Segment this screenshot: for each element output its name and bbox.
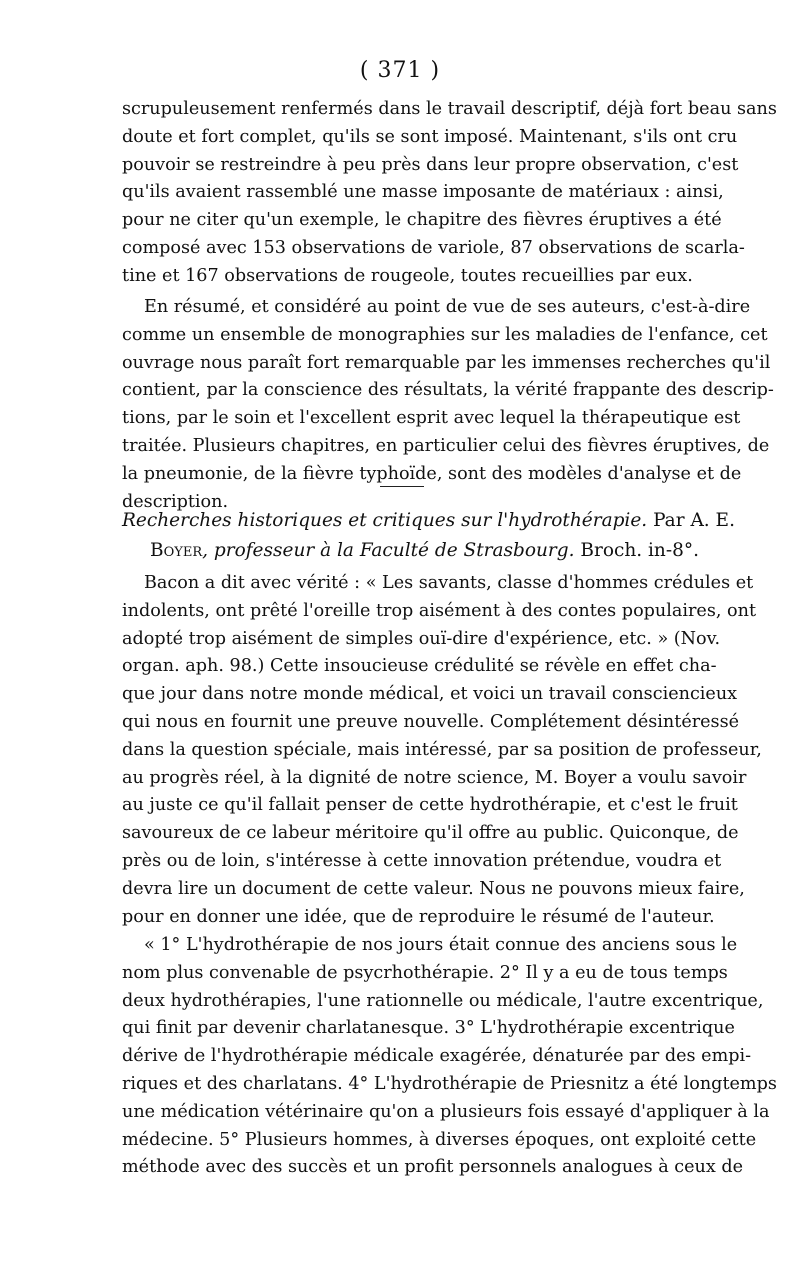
paragraph-quote (122, 932, 777, 1182)
text-line: comme un ensemble de monographies sur les maladies de l'enfance, cet (122, 324, 768, 345)
title-affiliation: , professeur à la Faculté de Strasbourg. (202, 540, 575, 561)
section-divider (380, 486, 424, 487)
review-title (122, 506, 735, 566)
text-line: dans la question spéciale, mais intéressé, par sa position de professeur, (122, 739, 762, 760)
text-line: pour ne citer qu'un exemple, le chapitre des fièvres éruptives a été (122, 210, 722, 231)
text-line: qu'ils avaient rassemblé une masse imposante de matériaux : ainsi, (122, 182, 724, 203)
text-line: description. (122, 491, 229, 512)
title-author: Boyer (150, 540, 203, 561)
text-line: composé avec 153 observations de variole, 87 observations de scarla- (122, 237, 745, 258)
text-line: une médication vétérinaire qu'on a plusieurs fois essayé d'appliquer à la (122, 1101, 770, 1122)
text-line: la pneumonie, de la fièvre typhoïde, sont des modèles d'analyse et de (122, 463, 742, 484)
text-line: organ. aph. 98.) Cette insoucieuse crédulité se révèle en effet cha- (122, 656, 717, 677)
text-line: contient, par la conscience des résultats, la vérité frappante des descrip- (122, 380, 774, 401)
text-line: tine et 167 observations de rougeole, toutes recueillies par eux. (122, 265, 693, 286)
text-line: riques et des charlatans. 4° L'hydrothérapie de Priesnitz a été longtemps (122, 1073, 777, 1094)
title-format: Broch. in-8°. (574, 540, 699, 561)
text-line: près ou de loin, s'intéresse à cette innovation prétendue, voudra et (122, 850, 722, 871)
title-by: Par A. E. (647, 510, 735, 531)
text-line: qui nous en fournit une preuve nouvelle. Complétement désintéressé (122, 711, 740, 732)
text-line: ouvrage nous paraît fort remarquable par les immenses recherches qu'il (122, 352, 771, 373)
title-work: Recherches historiques et critiques sur l'hydrothérapie. (122, 510, 648, 531)
text-line: devra lire un document de cette valeur. Nous ne pouvons mieux faire, (122, 878, 745, 899)
text-line: dérive de l'hydrothérapie médicale exagérée, dénaturée par des empi- (122, 1046, 752, 1067)
text-line: qui finit par devenir charlatanesque. 3° L'hydrothérapie excentrique (122, 1018, 735, 1039)
page-number: ( 371 ) (359, 58, 441, 83)
title-line-2 (122, 536, 699, 566)
text-line: scrupuleusement renfermés dans le travail descriptif, déjà fort beau sans (122, 99, 777, 119)
text-line: indolents, ont prêté l'oreille trop aisément à des contes populaires, ont (122, 600, 757, 621)
text-line: Bacon a dit avec vérité : « Les savants, classe d'hommes crédules et (144, 573, 754, 593)
text-line: savoureux de ce labeur méritoire qu'il offre au public. Quiconque, de (122, 823, 739, 844)
text-line: pour en donner une idée, que de reproduire le résumé de l'auteur. (122, 906, 715, 927)
text-line: nom plus convenable de psycrhothérapie. 2° Il y a eu de tous temps (122, 962, 728, 983)
title-line-1 (122, 506, 735, 536)
text-line: En résumé, et considéré au point de vue de ses auteurs, c'est-à-dire (144, 297, 751, 317)
text-line: « 1° L'hydrothérapie de nos jours était connue des anciens sous le (144, 935, 738, 955)
paragraph-summary (122, 294, 774, 516)
paragraph-review (122, 570, 762, 931)
text-line: au juste ce qu'il fallait penser de cette hydrothérapie, et c'est le fruit (122, 795, 738, 816)
text-line: deux hydrothérapies, l'une rationnelle ou médicale, l'autre excentrique, (122, 990, 764, 1011)
text-line: pouvoir se restreindre à peu près dans leur propre observation, c'est (122, 154, 739, 175)
text-line: tions, par le soin et l'excellent esprit avec lequel la thérapeutique est (122, 408, 741, 429)
text-line: que jour dans notre monde médical, et voici un travail consciencieux (122, 684, 738, 705)
text-line: méthode avec des succès et un profit personnels analogues à ceux de (122, 1157, 744, 1178)
text-line: au progrès réel, à la dignité de notre science, M. Boyer a voulu savoir (122, 767, 747, 788)
text-line: médecine. 5° Plusieurs hommes, à diverses époques, ont exploité cette (122, 1129, 757, 1150)
text-line: traitée. Plusieurs chapitres, en particulier celui des fièvres éruptives, de (122, 435, 770, 456)
text-line: doute et fort complet, qu'ils se sont imposé. Maintenant, s'ils ont cru (122, 126, 738, 147)
paragraph-continuation (122, 96, 777, 291)
text-line: adopté trop aisément de simples ouï-dire d'expérience, etc. » (Nov. (122, 628, 721, 649)
